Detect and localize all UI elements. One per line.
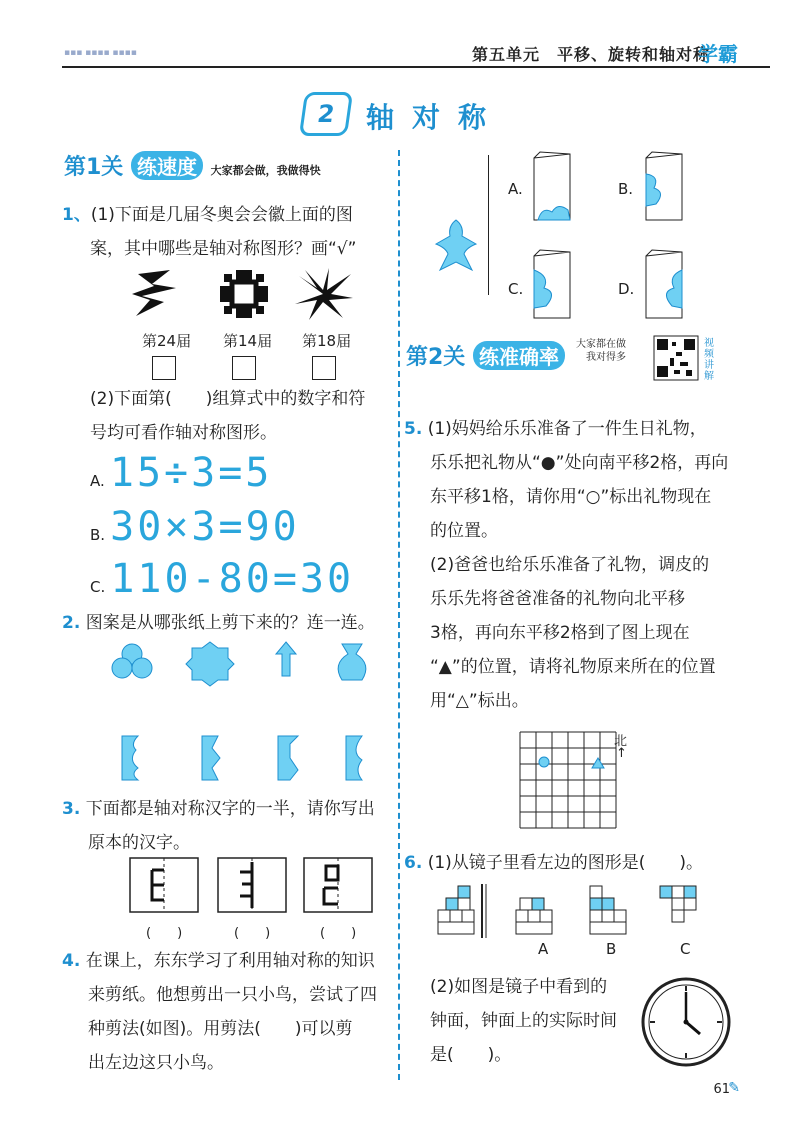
option-c-letter: C. [90,578,106,596]
clover-shape-icon [112,644,152,678]
q5-line1: (1)妈妈给乐乐准备了一件生日礼物， [427,419,707,439]
q6-p2-line2: 钟面，钟面上的实际时间 [430,1011,617,1031]
q1-p2-line2: 号均可看作轴对称图形。 [90,423,277,443]
q5-line3: 东平移1格，请你用“○”标出礼物现在 [430,487,712,507]
q4-text [62,944,392,1080]
q5-line7: 3格，再向东平移2格到了图上现在 [430,623,690,643]
paper-3-icon [278,736,298,780]
mirror-original-icon [438,884,486,938]
q5-text [404,412,734,718]
checkbox-18[interactable] [312,356,336,380]
qr-code-icon[interactable] [654,336,698,380]
q3-number: 3. [62,799,81,819]
q4-choice-a: A. [508,180,523,198]
q1-part2 [90,382,390,450]
q1-part1 [62,198,392,266]
option-b [90,504,300,550]
level2-sub2: 我对得多 [586,352,626,363]
gift-circle-marker [539,757,549,767]
q4-choice-b: B. [618,180,634,198]
option-a [90,450,272,496]
option-a-expr: 15÷3=5 [109,450,273,496]
q4-bracket [488,155,489,295]
qr-side-label: 视频讲解 [704,338,714,382]
q6-mirror-figures [438,884,708,940]
paper-2-icon [202,736,220,780]
level2-heading [406,340,565,371]
q3-paren-1[interactable]: ( ) [146,926,183,941]
half-char-1-icon [130,858,198,912]
q6-number: 6. [404,853,423,873]
lesson-badge: 2 [299,92,353,136]
bird-icon [432,218,482,274]
page-number: 61 [713,1082,730,1097]
header-rule [62,66,770,68]
checkbox-14[interactable] [232,356,256,380]
header-brand: 学霸 [698,42,738,66]
level1-name: 练速度 [131,151,203,180]
emblem-18-icon [295,268,353,320]
q6-text [404,846,734,880]
option-c [90,556,354,602]
level1-sub: 大家都会做，我做得快 [210,164,321,177]
q4-folded-papers [530,152,690,322]
paper-1-icon [122,736,138,780]
option-c-expr: 110-80=30 [110,556,355,602]
mirror-choice-b-icon [590,886,626,934]
q2-papers [118,734,378,784]
q6-choice-c: C [680,940,691,958]
level2-name: 练准确率 [473,341,565,370]
q3-paren-2[interactable]: ( ) [234,926,271,941]
emblem-24-icon [132,270,176,316]
pencil-icon: ✎ [728,1080,740,1096]
q5-number: 5. [404,419,423,439]
north-arrow-icon: ↑ [616,746,627,761]
star-badge-shape-icon [186,642,234,686]
arrow-shape-icon [276,642,296,676]
fold-a-icon [534,152,570,220]
emblem-14-icon [220,270,268,318]
q6-line1: (1)从镜子里看左边的图形是( )。 [427,853,704,873]
emblem-label-14: 第14届 [223,332,273,350]
q5-line4: 的位置。 [430,521,498,541]
option-b-expr: 30×3=90 [110,504,300,550]
q1-p1-line2: 案，其中哪些是轴对称图形？画“√” [90,239,357,259]
q4-line3: 种剪法(如图)。用剪法( )可以剪 [88,1019,353,1039]
mirror-choice-c-icon [660,886,696,922]
gift-triangle-marker [592,758,604,768]
q4-number: 4. [62,951,81,971]
option-a-letter: A. [90,472,105,490]
emblem-label-18: 第18届 [302,332,352,350]
q5-line5: (2)爸爸也给乐乐准备了礼物，调皮的 [430,555,710,575]
lesson-title: 轴对称 [366,101,505,134]
fold-b-icon [646,152,682,220]
level2-sub [576,338,626,364]
half-char-2-icon [218,858,286,912]
level2-num: 第2关 [406,345,466,370]
level2-sub1: 大家都在做 [576,339,626,350]
q3-half-chars [128,856,388,914]
column-divider [398,150,400,1080]
q4-choice-d: D. [618,280,635,298]
header-decor: ▪▪▪ ▪▪▪▪ ▪▪▪▪ [64,48,137,58]
option-b-letter: B. [90,526,106,544]
q3-text [62,792,392,860]
q2-question: 图案是从哪张纸上剪下来的？连一连。 [85,613,375,633]
q6-choice-a: A [538,940,549,958]
paper-4-icon [346,736,362,780]
q5-line8: “▲”的位置，请将礼物原来所在的位置 [430,657,716,677]
q4-choice-c: C. [508,280,524,298]
q5-line2: 乐乐把礼物从“●”处向南平移2格，再向 [430,453,729,473]
q4-line4: 出左边这只小鸟。 [88,1053,224,1073]
fold-c-icon [534,250,570,318]
fold-d-icon [646,250,682,318]
level1-num: 第1关 [64,155,124,180]
emblem-label-24: 第24届 [142,332,192,350]
checkbox-24[interactable] [152,356,176,380]
q3-paren-3[interactable]: ( ) [320,926,357,941]
q5-grid[interactable] [518,730,618,830]
north-label: 北 [614,734,628,749]
q1-p1-line1: (1)下面是几届冬奥会会徽上面的图 [90,205,353,225]
q5-line9: 用“△”标出。 [430,691,529,711]
q4-line1: 在课上，东东学习了利用轴对称的知识 [85,951,375,971]
q2-text [62,606,375,640]
q1-number: 1、 [62,205,91,225]
level1-heading [64,150,321,181]
bag-shape-icon [338,644,366,680]
half-char-3-icon [304,858,372,912]
q5-line6: 乐乐先将爸爸准备的礼物向北平移 [430,589,685,609]
q1-p2-line1: (2)下面第( )组算式中的数字和符 [90,389,366,409]
q2-number: 2. [62,613,81,633]
q6-choice-b: B [606,940,617,958]
q6-p2-line3: 是( )。 [430,1045,512,1065]
q3-line2: 原本的汉字。 [88,833,190,853]
mirror-clock-icon [640,976,732,1068]
q6-part2 [430,970,640,1072]
olympic-emblems [130,266,360,326]
q6-p2-line1: (2)如图是镜子中看到的 [430,977,608,997]
q3-line1: 下面都是轴对称汉字的一半，请你写出 [85,799,375,819]
q4-line2: 来剪纸。他想剪出一只小鸟，尝试了四 [88,985,377,1005]
q2-shapes [110,640,380,685]
mirror-choice-a-icon [516,898,552,934]
header-section: 第五单元 平移、旋转和轴对称 [471,45,710,64]
